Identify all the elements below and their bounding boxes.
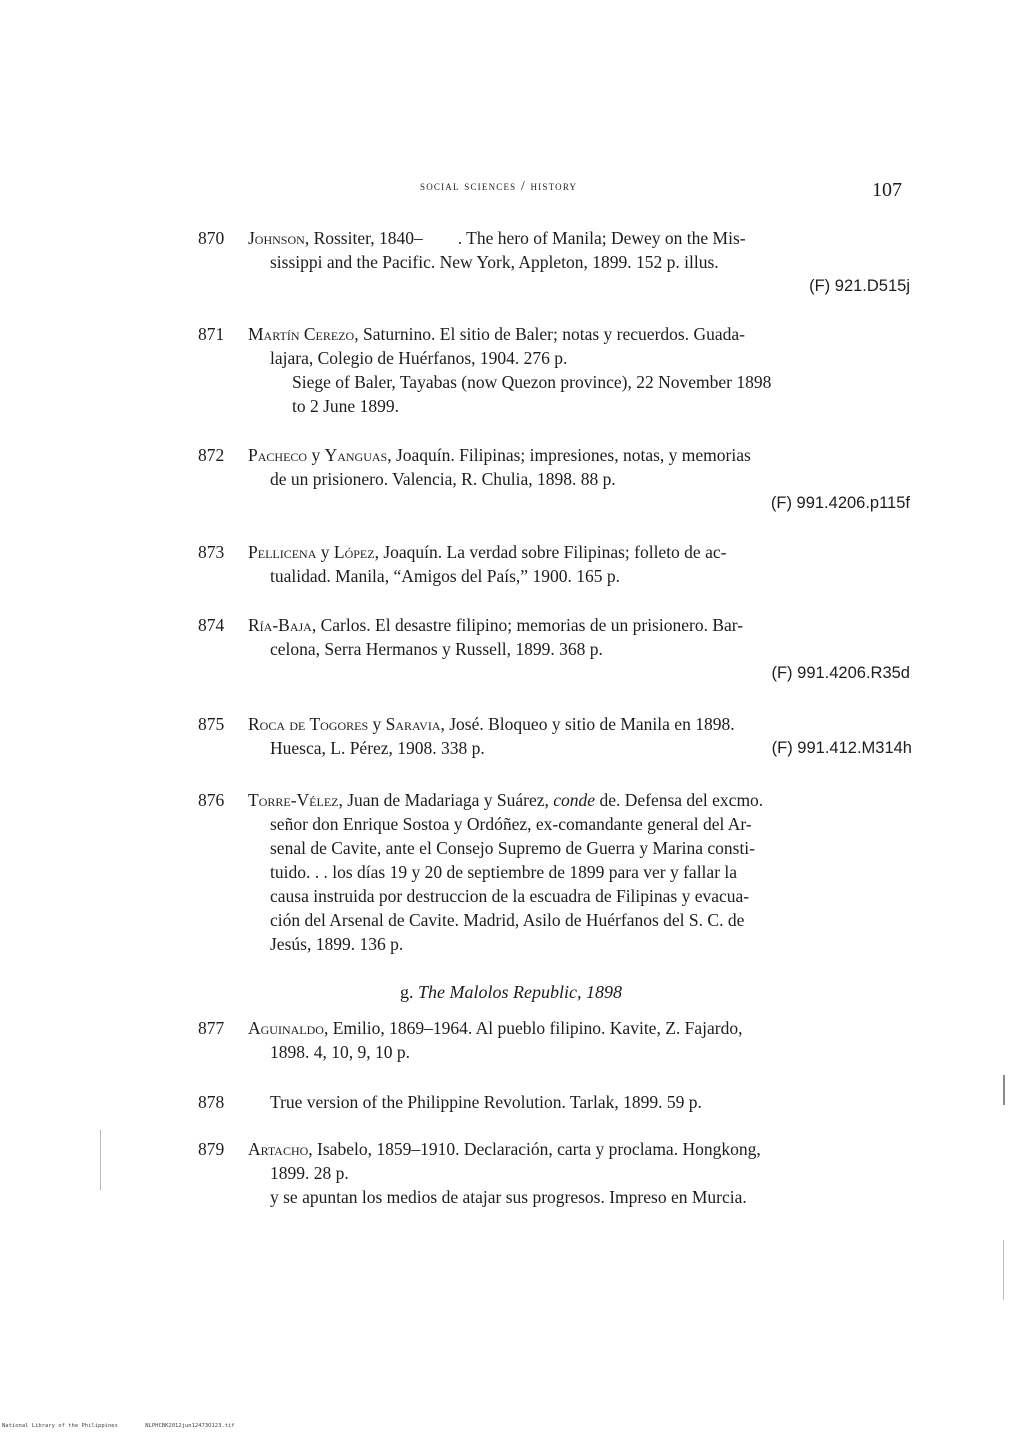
entry-line: celona, Serra Hermanos y Russell, 1899. 368 p. (270, 639, 603, 659)
author-name: Johnson (248, 228, 305, 248)
entry-line: senal de Cavite, ante el Consejo Supremo de Guerra y Marina consti- (270, 838, 755, 858)
entry-line: causa instruida por destruccion de la escuadra de Filipinas y evacua- (270, 886, 750, 906)
entry-number: 876 (198, 790, 225, 810)
bibliography-entry (192, 788, 912, 956)
bibliography-entry (192, 443, 912, 515)
entry-line: 1898. 4, 10, 9, 10 p. (270, 1042, 410, 1062)
author-name: Saravia (385, 714, 441, 734)
bibliography-entry (192, 712, 912, 760)
author-name: Pacheco (248, 445, 308, 465)
author-name: Torre-Vélez (248, 790, 339, 810)
entry-first-line: True version of the Philippine Revolution. Tarlak, 1899. 59 p. (270, 1092, 702, 1112)
entry-line: tualidad. Manila, “Amigos del País,” 1900. 165 p. (270, 566, 620, 586)
author-name: López (333, 542, 375, 562)
entry-first-line: Pacheco y Yanguas, Joaquín. Filipinas; impresiones, notas, y memorias (248, 445, 751, 465)
call-number: (F) 921.D515j (809, 277, 910, 295)
entry-number: 870 (198, 228, 225, 248)
call-number: (F) 991.4206.R35d (771, 664, 910, 682)
page-number: 107 (872, 179, 902, 201)
entry-line: señor don Enrique Sostoa y Ordóñez, ex-comandante general del Ar- (270, 814, 752, 834)
entry-first-line: Roca de Togores y Saravia, José. Bloqueo y sitio de Manila en 1898. (248, 714, 735, 734)
entry-first-line: Artacho, Isabelo, 1859–1910. Declaración, carta y proclama. Hongkong, (248, 1139, 761, 1159)
entry-line: y se apuntan los medios de atajar sus progresos. Impreso en Murcia. (270, 1187, 747, 1207)
entry-line: de un prisionero. Valencia, R. Chulia, 1898. 88 p. (270, 469, 616, 489)
entry-note: Siege of Baler, Tayabas (now Quezon province), 22 November 1898 (292, 372, 772, 392)
entry-number: 878 (198, 1092, 225, 1112)
entry-first-line: Johnson, Rossiter, 1840– . The hero of Manila; Dewey on the Mis- (248, 228, 746, 248)
bibliography-entry (192, 1090, 912, 1114)
entry-first-line: Martín Cerezo, Saturnino. El sitio de Baler; notas y recuerdos. Guada- (248, 324, 745, 344)
entry-line: Jesús, 1899. 136 p. (270, 934, 404, 954)
entry-number: 872 (198, 445, 225, 465)
bibliography-entry (192, 540, 912, 588)
author-name: Martín Cerezo (248, 324, 355, 344)
section-letter: g. (400, 982, 414, 1002)
footer-filename: NLPHCBK2012jun12473O123.tif (145, 1423, 235, 1429)
entry-number: 874 (198, 615, 225, 635)
scan-footer (2, 1423, 235, 1429)
bibliography-entry (192, 613, 912, 685)
entry-number: 879 (198, 1139, 225, 1159)
entry-line: sissippi and the Pacific. New York, Appleton, 1899. 152 p. illus. (270, 252, 719, 272)
author-name: Pellicena (248, 542, 317, 562)
entry-first-line: Ría-Baja, Carlos. El desastre filipino; memorias de un prisionero. Bar- (248, 615, 744, 635)
bibliography-entry (192, 226, 912, 298)
entry-first-line: Pellicena y López, Joaquín. La verdad sobre Filipinas; folleto de ac- (248, 542, 727, 562)
author-name: Roca de Togores (248, 714, 369, 734)
call-number: (F) 991.4206.p115f (770, 494, 910, 512)
entry-line: lajara, Colegio de Huérfanos, 1904. 276 p. (270, 348, 568, 368)
entry-line: ción del Arsenal de Cavite. Madrid, Asilo de Huérfanos del S. C. de (270, 910, 745, 930)
entry-number: 877 (198, 1018, 225, 1038)
author-name: Ría-Baja (248, 615, 312, 635)
entry-first-line: Torre-Vélez, Juan de Madariaga y Suárez, conde de. Defensa del excmo. (248, 790, 764, 810)
bibliography-entry (192, 1016, 912, 1064)
scan-edge-mark (1003, 1240, 1004, 1300)
call-number: (F) 991.412.M314h (771, 739, 912, 757)
author-name: Aguinaldo (248, 1018, 324, 1038)
entry-number: 873 (198, 542, 225, 562)
scan-edge-mark (100, 1130, 101, 1190)
section-heading (400, 982, 622, 1003)
entry-number: 871 (198, 324, 225, 344)
entry-line: tuido. . . los días 19 y 20 de septiembre de 1899 para ver y fallar la (270, 862, 738, 882)
section-title: The Malolos Republic, 1898 (418, 982, 622, 1002)
bibliography-entry (192, 322, 912, 418)
entry-number: 875 (198, 714, 225, 734)
running-head: social sciences / history (420, 178, 578, 193)
entry-first-line: Aguinaldo, Emilio, 1869–1964. Al pueblo filipino. Kavite, Z. Fajardo, (248, 1018, 743, 1038)
entry-line-with-call (248, 736, 912, 760)
entry-line: 1899. 28 p. (270, 1163, 349, 1183)
scan-edge-mark (1003, 1075, 1005, 1105)
entry-note: to 2 June 1899. (292, 396, 399, 416)
author-name: Artacho (248, 1139, 309, 1159)
footer-library: National Library of the Philippines (2, 1423, 118, 1429)
entry-line: Huesca, L. Pérez, 1908. 338 p. (270, 738, 485, 758)
bibliography-entry (192, 1137, 912, 1209)
author-name: Yanguas (324, 445, 388, 465)
